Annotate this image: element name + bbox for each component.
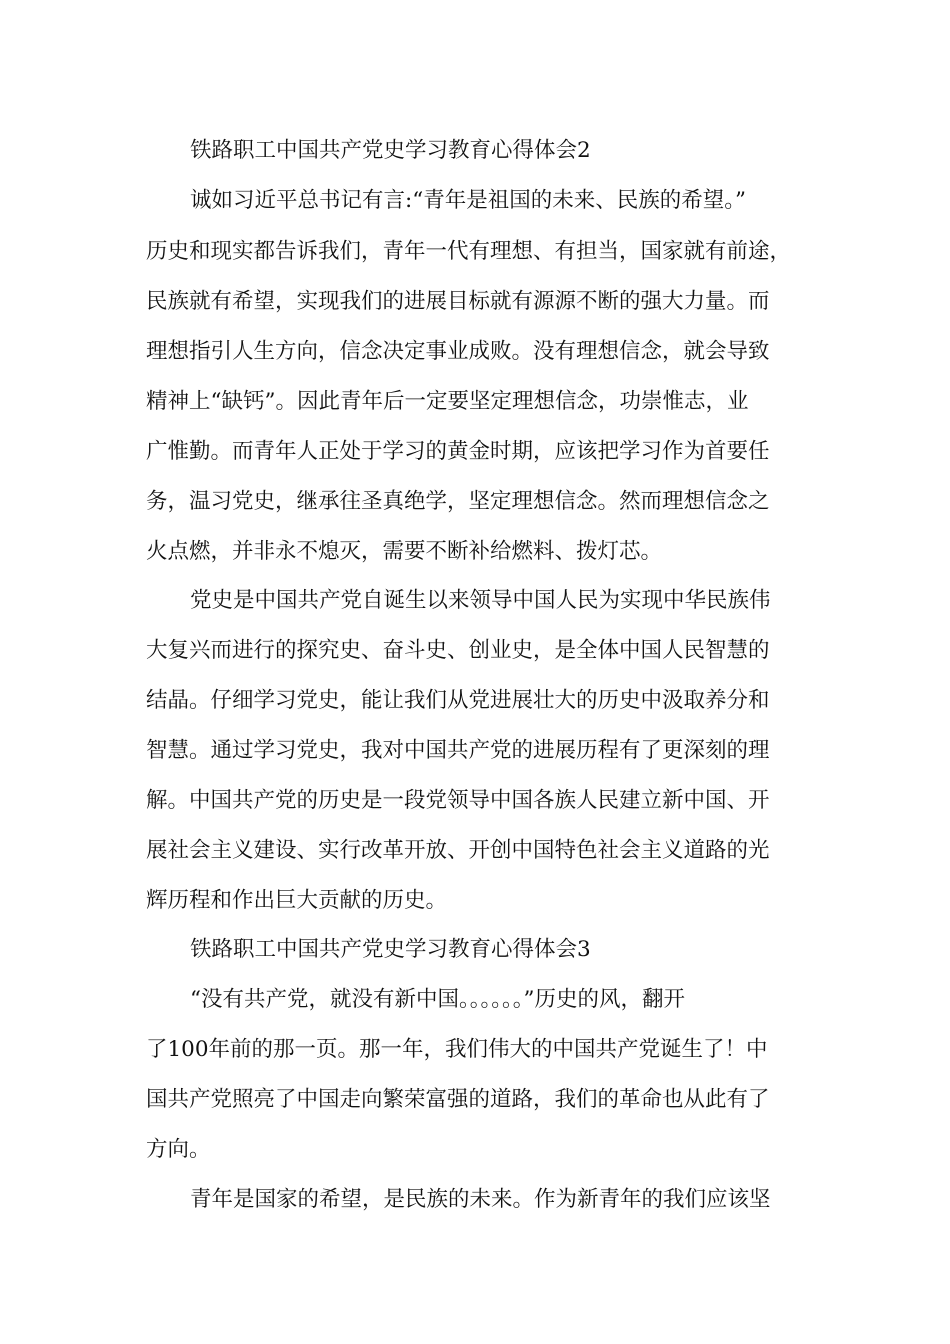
- paragraph-line: 方向。: [146, 1137, 211, 1162]
- paragraph-line: 广惟勤。而青年人正处于学习的黄金时期，应该把学习作为首要任: [146, 439, 770, 464]
- paragraph-line: 理想指引人生方向，信念决定事业成败。没有理想信念，就会导致: [146, 339, 770, 364]
- section-heading: 铁路职工中国共产党史学习教育心得体会3: [190, 937, 591, 962]
- paragraph-line: 精神上“缺钙”。因此青年后一定要坚定理想信念，功崇惟志，业: [146, 389, 749, 414]
- paragraph-line: 党史是中国共产党自诞生以来领导中国人民为实现中华民族伟: [190, 588, 771, 613]
- paragraph-line: 结晶。仔细学习党史，能让我们从党进展壮大的历史中汲取养分和: [146, 688, 770, 713]
- paragraph-line: 辉历程和作出巨大贡献的历史。: [146, 888, 448, 913]
- paragraph-line: 国共产党照亮了中国走向繁荣富强的道路，我们的革命也从此有了: [146, 1087, 770, 1112]
- paragraph-line: 诚如习近平总书记有言:“青年是祖国的未来、民族的希望。”: [190, 188, 746, 213]
- paragraph-line: 智慧。通过学习党史，我对中国共产党的进展历程有了更深刻的理: [146, 738, 770, 763]
- paragraph-line: 历史和现实都告诉我们，青年一代有理想、有担当，国家就有前途，: [146, 239, 792, 264]
- paragraph-line: 解。中国共产党的历史是一段党领导中国各族人民建立新中国、开: [146, 788, 770, 813]
- paragraph-line: 务，温习党史，继承往圣真绝学，坚定理想信念。然而理想信念之: [146, 489, 770, 514]
- paragraph-line: 火点燃，并非永不熄灭，需要不断补给燃料、拨灯芯。: [146, 539, 663, 564]
- paragraph-line: 民族就有希望，实现我们的进展目标就有源源不断的强大力量。而: [146, 289, 770, 314]
- section-heading: 铁路职工中国共产党史学习教育心得体会2: [190, 138, 591, 163]
- paragraph-line: “没有共产党，就没有新中国。。。。。。”历史的风，翻开: [190, 987, 685, 1012]
- paragraph-line: 青年是国家的希望，是民族的未来。作为新青年的我们应该坚: [190, 1187, 771, 1212]
- paragraph-line: 展社会主义建设、实行改革开放、开创中国特色社会主义道路的光: [146, 838, 770, 863]
- paragraph-line: 了100年前的那一页。那一年，我们伟大的中国共产党诞生了！中: [146, 1037, 768, 1062]
- paragraph-line: 大复兴而进行的探究史、奋斗史、创业史，是全体中国人民智慧的: [146, 638, 770, 663]
